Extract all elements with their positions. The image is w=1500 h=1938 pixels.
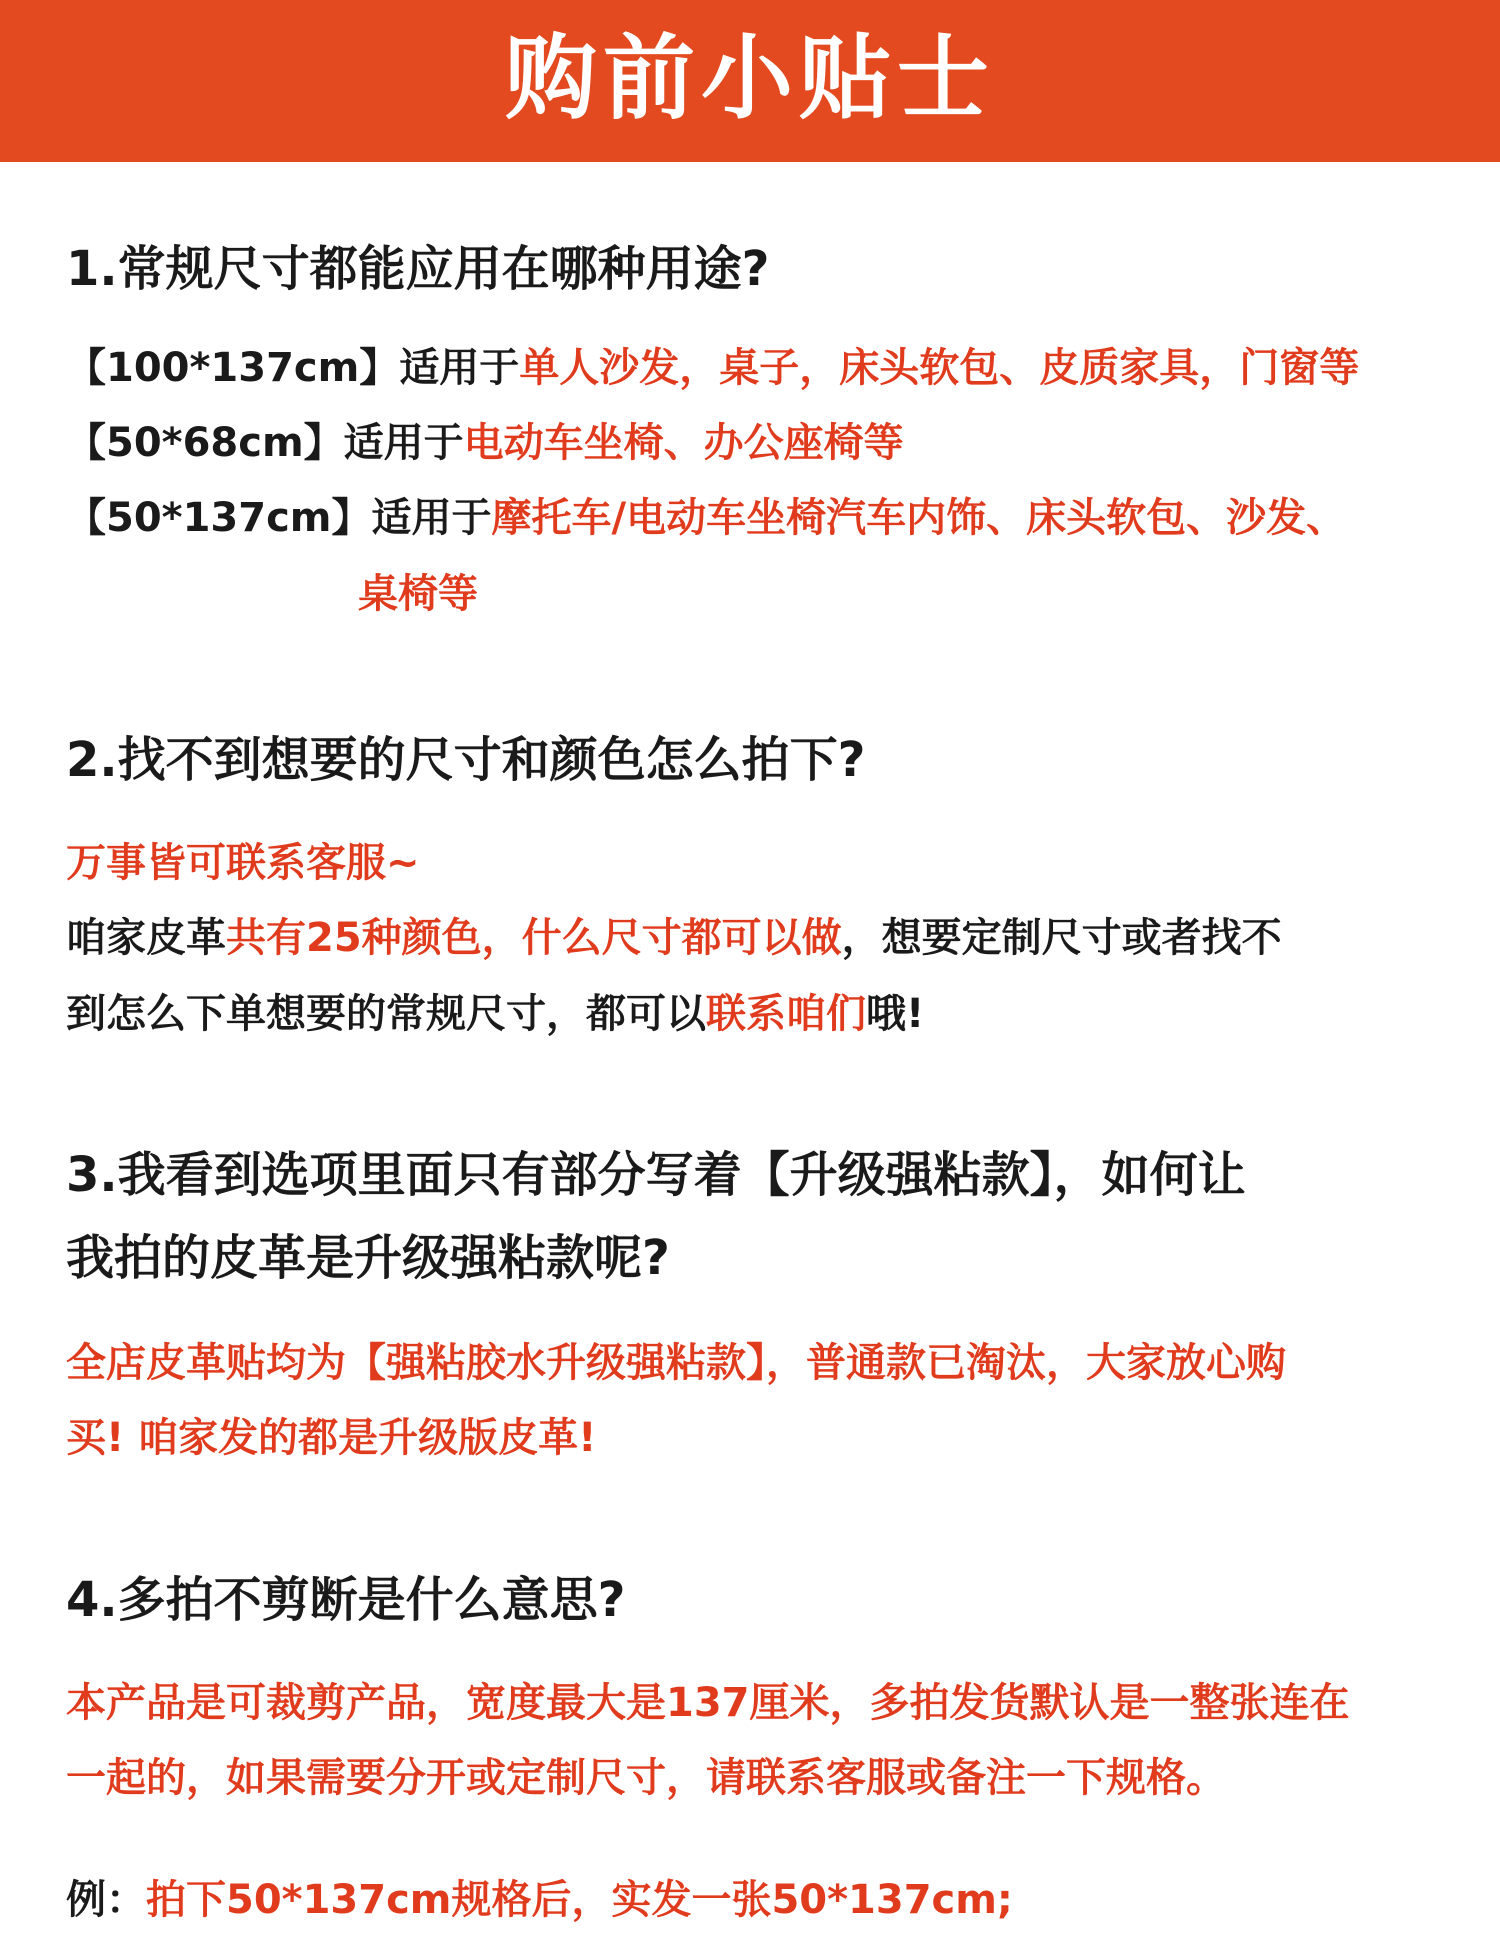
answer-highlight: 共有25种颜色，什么尺寸都可以做	[226, 915, 842, 961]
answer-text: 哦!	[866, 991, 925, 1037]
size-uses: 摩托车/电动车坐椅汽车内饰、床头软包、沙发、	[491, 495, 1347, 541]
answer-2-line-1	[66, 900, 1282, 976]
size-row-50x68	[66, 405, 904, 481]
question-1-title: 1.常规尺寸都能应用在哪种用途?	[66, 241, 770, 297]
size-row-100x137	[66, 330, 1359, 406]
answer-text: 咱家皮革	[66, 915, 226, 961]
answer-text: ，想要定制尺寸或者找不	[841, 915, 1282, 961]
answer-text: 到怎么下单想要的常规尺寸，都可以	[66, 991, 706, 1037]
size-label: 【50*137cm】	[66, 495, 372, 541]
answer-highlight: 联系咱们	[706, 991, 866, 1037]
size-uses: 电动车坐椅、办公座椅等	[463, 420, 904, 466]
example-label: 例：	[66, 1877, 146, 1923]
header-banner	[0, 0, 1500, 162]
size-uses: 单人沙发，桌子，床头软包、皮质家具，门窗等	[519, 345, 1360, 391]
size-prefix: 适用于	[371, 495, 492, 541]
size-label: 【100*137cm】	[66, 345, 400, 391]
size-prefix: 适用于	[399, 345, 520, 391]
answer-3-line-1: 全店皮革贴均为【强粘胶水升级强粘款】，普通款已淘汰，大家放心购	[66, 1340, 1286, 1386]
answer-2-line-2	[66, 976, 924, 1052]
example-text: 拍下50*137cm规格后，实发一张50*137cm;	[146, 1877, 1013, 1923]
answer-3-line-2: 买! 咱家发的都是升级版皮革!	[66, 1415, 597, 1461]
page-title: 购前小贴士	[504, 25, 995, 132]
size-uses-continued: 桌椅等	[358, 571, 478, 617]
question-4-title: 4.多拍不剪断是什么意思?	[66, 1572, 626, 1628]
question-3-title-line-1: 3.我看到选项里面只有部分写着【升级强粘款】，如何让	[66, 1147, 1246, 1203]
answer-4-line-1: 本产品是可裁剪产品，宽度最大是137厘米，多拍发货默认是一整张连在	[66, 1680, 1350, 1726]
question-2-title: 2.找不到想要的尺寸和颜色怎么拍下?	[66, 732, 866, 788]
example-line	[66, 1862, 1013, 1938]
answer-4-line-2: 一起的，如果需要分开或定制尺寸，请联系客服或备注一下规格。	[66, 1755, 1226, 1801]
contact-service-note: 万事皆可联系客服~	[66, 840, 420, 886]
size-prefix: 适用于	[343, 420, 464, 466]
size-row-50x137	[66, 480, 1346, 556]
size-label: 【50*68cm】	[66, 420, 344, 466]
question-3-title-line-2: 我拍的皮革是升级强粘款呢?	[66, 1230, 670, 1286]
